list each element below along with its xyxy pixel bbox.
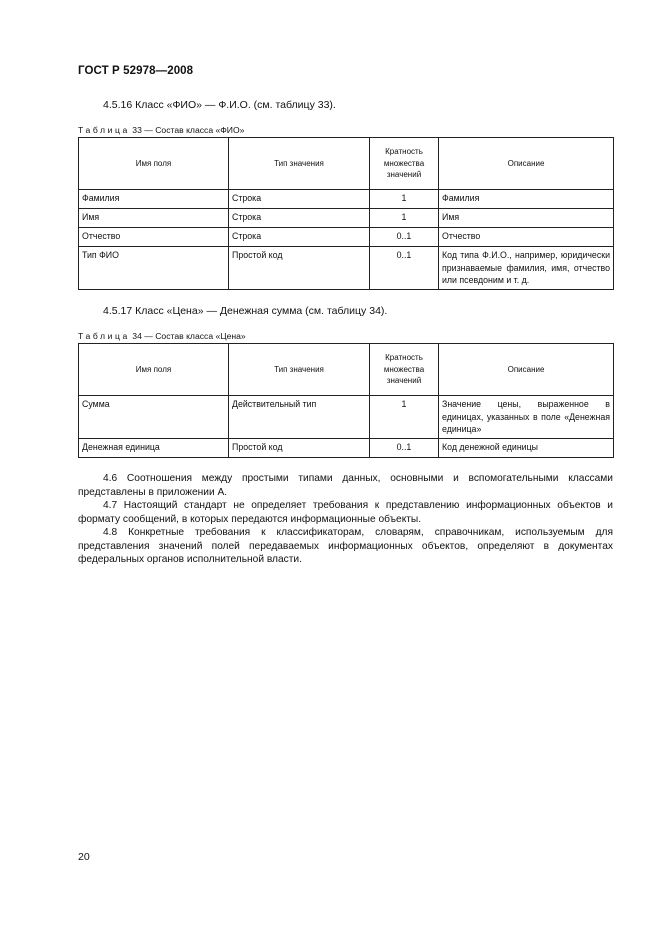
table-header-row xyxy=(79,138,614,190)
table-cell: Код денежной единицы xyxy=(439,438,614,457)
column-header: Кратность множества значений xyxy=(370,344,439,396)
table-cell: Имя xyxy=(79,209,229,228)
table-row xyxy=(79,247,614,290)
table-cell: Строка xyxy=(229,190,370,209)
table-33-caption xyxy=(78,125,244,135)
table-cell: Отчество xyxy=(439,228,614,247)
paragraph-4-8: 4.8 Конкретные требования к классификаторам, словарям, справочникам, используемым для представления значений полей передаваемых информационных объектов, определяют в документах федеральных органов исполнительной власти. xyxy=(78,527,613,566)
caption-label: Таблица xyxy=(78,331,130,341)
table-33 xyxy=(78,137,614,290)
table-cell: Отчество xyxy=(79,228,229,247)
table-cell: Действительный тип xyxy=(229,396,370,439)
column-header: Имя поля xyxy=(79,138,229,190)
table-row xyxy=(79,396,614,439)
column-header: Описание xyxy=(439,138,614,190)
table-cell: Простой код xyxy=(229,438,370,457)
table-cell: Фамилия xyxy=(439,190,614,209)
paragraph-4-7: 4.7 Настоящий стандарт не определяет требования к представлению информационных объектов и формату сообщений, в которых передаются информационные объекты. xyxy=(78,500,613,525)
table-cell: 0..1 xyxy=(370,438,439,457)
table-cell: Имя xyxy=(439,209,614,228)
column-header: Описание xyxy=(439,344,614,396)
table-cell: Строка xyxy=(229,209,370,228)
column-header: Имя поля xyxy=(79,344,229,396)
table-cell: 1 xyxy=(370,396,439,439)
table-cell: Простой код xyxy=(229,247,370,290)
document-title: ГОСТ Р 52978—2008 xyxy=(78,65,194,77)
table-cell: Тип ФИО xyxy=(79,247,229,290)
caption-text: 34 — Состав класса «Цена» xyxy=(129,331,246,341)
table-cell: Код типа Ф.И.О., например, юридически признаваемые фамилия, имя, отчество или псевдоним и т. д. xyxy=(439,247,614,290)
table-34-caption xyxy=(78,331,246,341)
table-row xyxy=(79,228,614,247)
table-row xyxy=(79,190,614,209)
table-cell: Фамилия xyxy=(79,190,229,209)
paragraph-4-6: 4.6 Соотношения между простыми типами данных, основными и вспомогательными классами представлены в приложении А. xyxy=(78,473,613,498)
section-heading-4-5-17: 4.5.17 Класс «Цена» — Денежная сумма (см. таблицу 34). xyxy=(103,305,388,317)
caption-label: Таблица xyxy=(78,125,130,135)
table-header-row xyxy=(79,344,614,396)
column-header: Кратность множества значений xyxy=(370,138,439,190)
table-cell: 0..1 xyxy=(370,247,439,290)
table-cell: 1 xyxy=(370,190,439,209)
table-row xyxy=(79,209,614,228)
table-cell: Значение цены, выраженное в единицах, указанных в поле «Денежная единица» xyxy=(439,396,614,439)
table-cell: Денежная единица xyxy=(79,438,229,457)
column-header: Тип значения xyxy=(229,344,370,396)
caption-text: 33 — Состав класса «ФИО» xyxy=(129,125,245,135)
page-number: 20 xyxy=(78,851,90,863)
table-cell: 0..1 xyxy=(370,228,439,247)
column-header: Тип значения xyxy=(229,138,370,190)
table-34 xyxy=(78,343,614,458)
section-heading-4-5-16: 4.5.16 Класс «ФИО» — Ф.И.О. (см. таблицу 33). xyxy=(103,99,336,111)
table-cell: Сумма xyxy=(79,396,229,439)
table-cell: Строка xyxy=(229,228,370,247)
table-row xyxy=(79,438,614,457)
table-cell: 1 xyxy=(370,209,439,228)
